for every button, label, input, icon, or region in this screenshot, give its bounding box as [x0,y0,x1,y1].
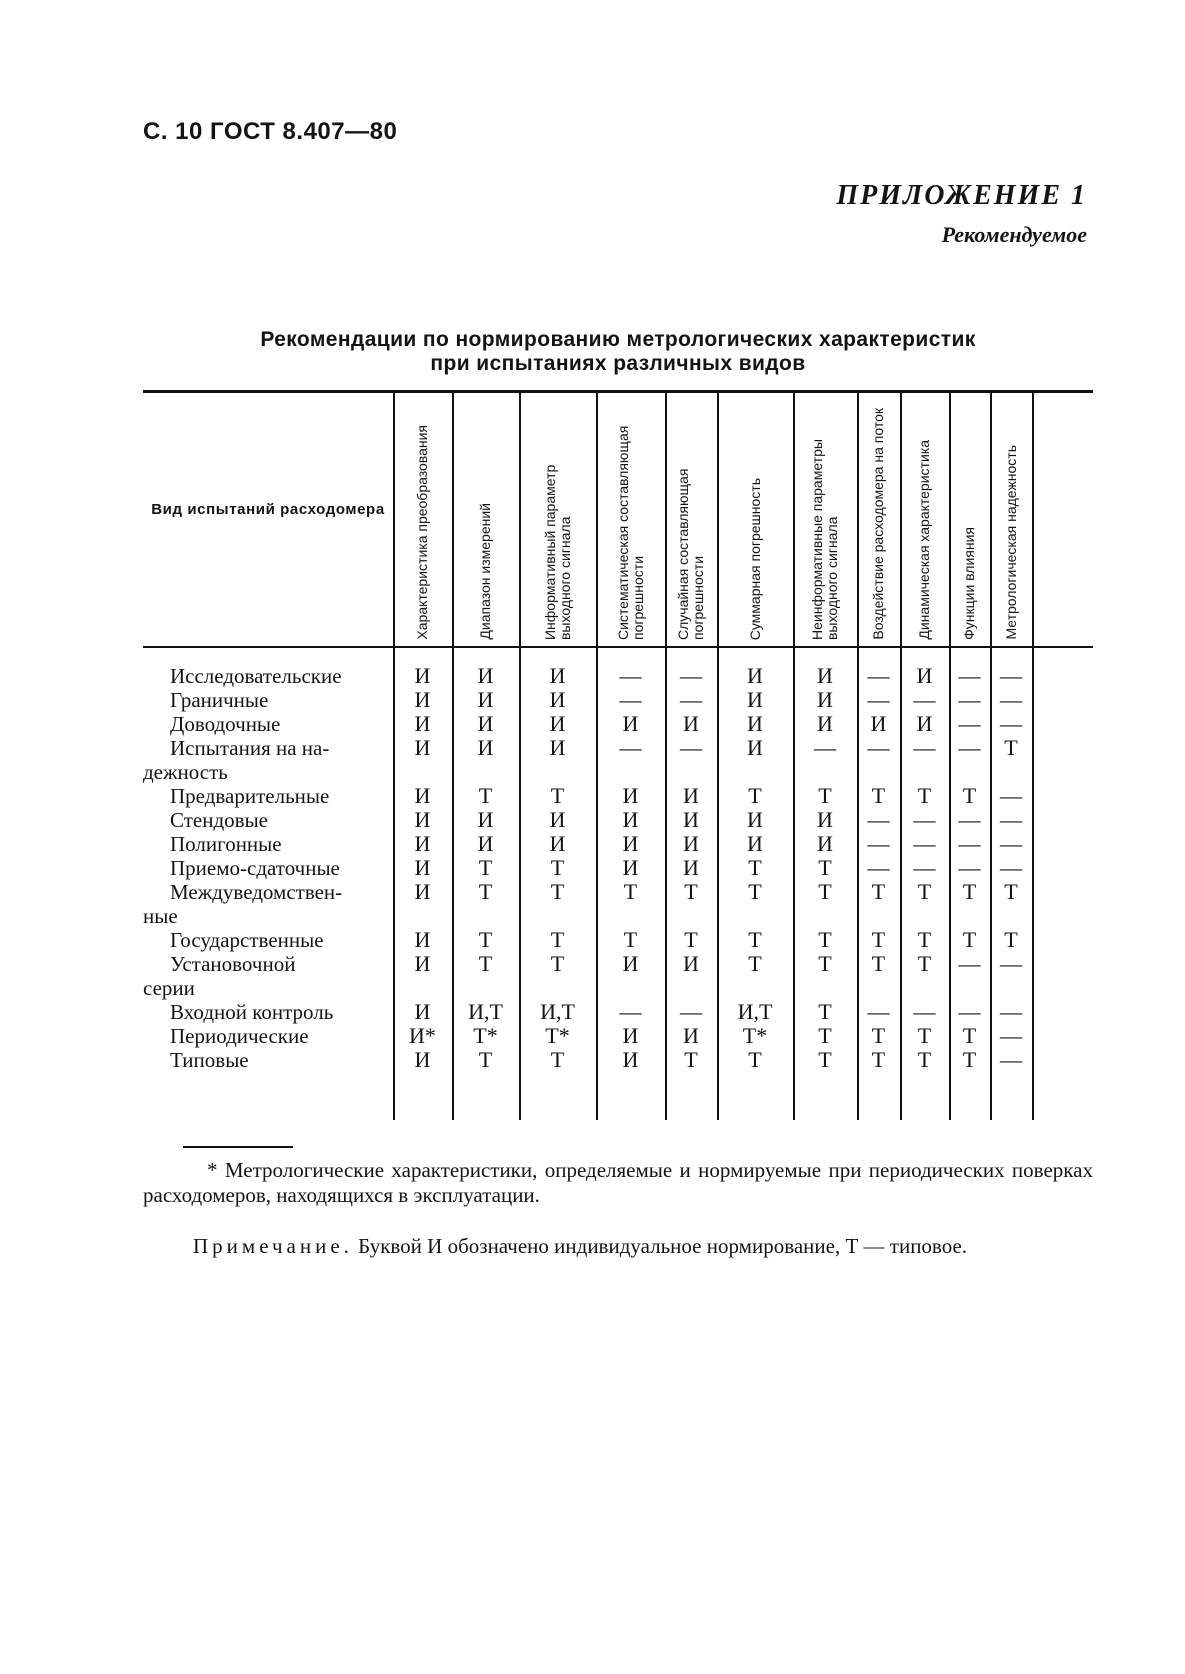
row-label [143,784,391,808]
table-cell: И [622,783,639,808]
table-cell: Т [917,951,932,976]
table-cell: — [1000,687,1022,712]
table-cell: Т [917,927,932,952]
table-cell: — [619,735,642,760]
table-cell: — [958,711,981,736]
table-cell: — [1000,663,1022,688]
recommendation-table [143,390,1093,1120]
table-cell: И [683,855,699,880]
table-cell: — [1000,807,1022,832]
table-cell: И [477,735,494,760]
table-cell: Т [684,1047,698,1072]
table-cell: Т [478,927,493,952]
table-cell: — [913,687,936,712]
corner-header: Вид испытаний расходомера [151,501,385,518]
table-cell: — [1000,951,1022,976]
table-cell: И [870,711,887,736]
page-header: С. 10 ГОСТ 8.407—80 [143,118,398,145]
row-label [143,1000,391,1024]
table-cell: — [619,999,642,1024]
table-cell: И [549,831,566,856]
table-cell: Т [818,855,832,880]
note [143,1234,1093,1259]
table-cell: Т [962,783,977,808]
table-cell: И,Т [540,999,575,1024]
table-cell: — [619,663,642,688]
table-cell: Т [478,879,493,904]
table-cell: Т* [473,1023,498,1048]
table-cell: — [867,999,890,1024]
table-cell: Т [550,783,565,808]
row-label-line-1: Испытания на на- [170,736,330,760]
table-title-line-1: Рекомендации по нормированию метрологических характеристик [260,328,976,351]
table-cell: Т [478,1047,493,1072]
table-cell: И [414,711,431,736]
table-cell: И [477,663,494,688]
table-cell: Т [962,879,977,904]
appendix-title: ПРИЛОЖЕНИЕ 1 [836,180,1087,211]
table-cell: Т [684,927,698,952]
table-cell: И [817,831,833,856]
note-text: Буквой И обозначено индивидуальное нормирование, Т — типовое. [358,1234,968,1258]
table-cell: Т* [545,1023,570,1048]
table-cell: — [1000,711,1022,736]
row-label-line-1: Входной контроль [170,1000,334,1024]
table-cell: Т [1004,879,1018,904]
row-label [143,808,391,832]
table-cell: И [549,807,566,832]
table-cell: И [477,807,494,832]
column-header [717,396,793,640]
table-cell: И [414,927,431,952]
table-cell: Т [871,879,886,904]
table-cell: Т [1004,735,1018,760]
table-cell: И,Т [737,999,773,1024]
table-cell: И [916,663,933,688]
row-label-line-2: серии [143,976,195,1000]
table-cell: Т [748,879,762,904]
table-cell: — [913,807,936,832]
column-header [857,396,900,640]
column-header [793,396,857,640]
row-label [143,1024,391,1048]
table-cell: И [683,711,699,736]
table-cell: Т [818,879,832,904]
table-cell: Т [550,927,565,952]
table-cell: И [622,1023,639,1048]
table-cell: И [683,831,699,856]
table-cell: Т [818,951,832,976]
table-cell: И [747,711,763,736]
column-header [900,396,949,640]
column-header [990,396,1032,640]
row-label-line-1: Доводочные [170,712,281,736]
footnote: * Метрологические характеристики, определяемые и нормируемые при периодических поверках расходомеров, находящихся в эксплуатации. [143,1158,1093,1207]
table-cell: И [477,687,494,712]
table-cell: Т [478,783,493,808]
table-cell: Т [748,927,762,952]
table-cell: — [619,687,642,712]
table-cell: И [622,807,639,832]
table-cell: И [549,711,566,736]
row-label-line-1: Стендовые [170,808,268,832]
column-header-label: Систематическая составляющая погрешности [614,425,646,640]
row-label-line-1: Установочной [170,952,296,976]
table-cell: Т [818,999,832,1024]
table-cell: Т [550,879,565,904]
table-cell: Т [684,879,698,904]
table-cell: — [958,855,981,880]
table-cell: Т [962,1047,977,1072]
row-label-line-1: Предварительные [170,784,330,808]
column-header [596,396,665,640]
table-cell: Т [818,1023,832,1048]
table-cell: Т [550,1047,565,1072]
column-header-label: Характеристика преобразования [414,425,430,640]
table-cell: И [414,807,431,832]
row-label-line-1: Периодические [170,1024,309,1048]
table-cell: — [958,951,981,976]
table-cell: — [680,999,702,1024]
table-cell: Т [917,1047,932,1072]
table-cell: — [958,999,981,1024]
table-cell: Т [550,855,565,880]
column-header [393,396,452,640]
table-cell: — [958,687,981,712]
table-cell: И [817,807,833,832]
table-cell: — [680,735,702,760]
table-cell: И [817,687,833,712]
table-cell: — [958,663,981,688]
row-label-line-1: Граничные [170,688,269,712]
column-header-label: Метрологическая надежность [1002,445,1019,640]
table-cell: — [913,735,936,760]
table-cell: Т [871,951,886,976]
table-cell: Т [871,783,886,808]
table-cell: — [958,831,981,856]
table-cell: — [958,807,981,832]
column-header-label: Функции влияния [961,527,977,640]
table-cell: Т [871,1023,886,1048]
row-label-line-1: Приемо-сдаточные [170,856,340,880]
table-cell: Т [623,927,638,952]
table-cell: — [867,855,890,880]
table-cell: И [414,831,431,856]
row-label [143,832,391,856]
column-header-label: Неинформативные параметры выходного сигнала [809,439,840,640]
table-cell: И [747,687,763,712]
column-header-label: Информативный параметр выходного сигнала [541,464,573,640]
table-cell: Т [962,1023,977,1048]
table-cell: Т [478,951,493,976]
table-cell: Т [871,927,886,952]
row-label [143,1048,391,1072]
table-cell: И,Т [468,999,503,1024]
table-cell: Т [623,879,638,904]
column-header [519,396,596,640]
table-cell: — [1000,831,1022,856]
table-cell: И [683,1023,699,1048]
table-cell: И [477,831,494,856]
table-cell: И [414,879,431,904]
row-label [143,856,391,880]
table-cell: И [916,711,933,736]
column-header-label: Воздействие расходомера на поток [870,408,886,640]
table-cell: И [817,663,833,688]
row-label [143,712,391,736]
row-label [143,688,391,712]
column-divider [1032,392,1034,1120]
row-label [143,736,391,784]
column-header [665,396,717,640]
table-cell: Т* [742,1023,768,1048]
table-cell: Т [818,783,832,808]
table-cell: И [549,735,566,760]
column-header [949,396,990,640]
table-cell: И [622,831,639,856]
row-label [143,928,391,952]
row-label-line-2: ные [143,904,178,928]
table-cell: Т [748,1047,762,1072]
table-cell: И [549,687,566,712]
table-cell: — [913,831,936,856]
table-cell: И [747,831,763,856]
table-cell: И [414,687,431,712]
column-header-label: Динамическая характеристика [916,440,932,640]
table-cell: — [867,831,890,856]
table-cell: И [747,807,763,832]
row-label-line-1: Междуведомствен- [170,880,343,904]
table-cell: И [414,855,431,880]
table-cell: И [622,951,639,976]
table-cell: Т [550,951,565,976]
appendix-subtitle: Рекомендуемое [941,222,1087,247]
table-cell: Т [748,951,762,976]
table-cell: И [477,711,494,736]
table-cell: — [680,687,702,712]
table-title [143,328,1093,376]
table-cell: — [958,735,981,760]
table-cell: И [622,855,639,880]
table-cell: И [622,1047,639,1072]
footnote-rule [183,1146,293,1148]
table-cell: Т [818,927,832,952]
table-cell: И [622,711,639,736]
table-cell: Т [1004,927,1018,952]
table-cell: Т [478,855,493,880]
table-cell: — [867,687,890,712]
table-cell: И [414,783,431,808]
row-label [143,952,391,1000]
table-cell: — [867,807,890,832]
table-cell: И [747,735,763,760]
table-cell: Т [917,783,932,808]
table-cell: — [1000,999,1022,1024]
table-cell: Т [962,927,977,952]
table-cell: И [817,711,833,736]
table-cell: — [1000,855,1022,880]
column-header [452,396,519,640]
table-cell: — [867,735,890,760]
table-cell: И [414,951,431,976]
table-cell: И [747,663,763,688]
column-header-label: Суммарная погрешность [746,477,763,640]
row-label [143,880,391,928]
table-cell: И [414,663,431,688]
table-cell: — [913,999,936,1024]
table-cell: Т [917,1023,932,1048]
table-cell: И [683,807,699,832]
column-header-label: Диапазон измерений [477,503,493,640]
table-cell: — [1000,783,1022,808]
table-cell: — [1000,1023,1022,1048]
table-cell: — [680,663,702,688]
table-cell: И [414,999,431,1024]
table-cell: Т [748,855,762,880]
row-label-line-1: Государственные [170,928,324,952]
table-cell: И [549,663,566,688]
table-cell: — [1000,1047,1022,1072]
table-cell: — [913,855,936,880]
table-cell: — [814,735,836,760]
table-cell: Т [748,783,762,808]
table-cell: Т [871,1047,886,1072]
column-header-label: Случайная составляющая погрешности [675,468,706,640]
table-cell: И [683,951,699,976]
row-label-line-1: Типовые [170,1048,249,1072]
appendix-block [836,180,1087,248]
table-cell: — [867,663,890,688]
table-cell: И [414,735,431,760]
table-cell: Т [917,879,932,904]
table-cell: И [414,1047,431,1072]
table-cell: Т [818,1047,832,1072]
table-cell: И [683,783,699,808]
note-lead: Примечание. [193,1234,353,1258]
row-label [143,664,391,688]
table-cell: И* [409,1023,436,1048]
row-label-line-1: Полигонные [170,832,282,856]
table-title-line-2: при испытаниях различных видов [430,352,806,375]
row-label-line-2: дежность [143,760,228,784]
row-label-line-1: Исследовательские [170,664,342,688]
